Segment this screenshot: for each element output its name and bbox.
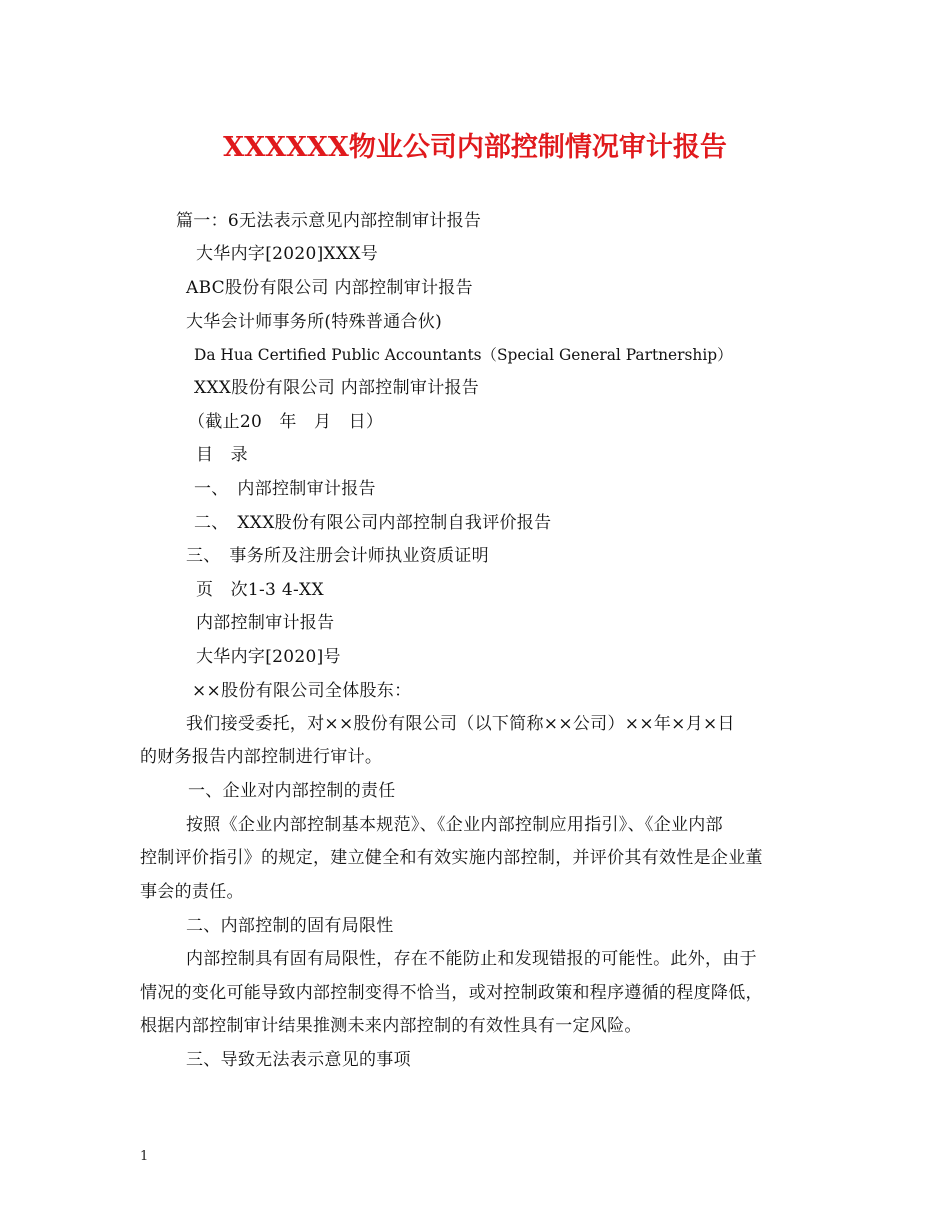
text-line: 大华会计师事务所(特殊普通合伙) — [186, 312, 443, 332]
section-heading: 三、导致无法表示意见的事项 — [186, 1050, 411, 1070]
paragraph-line: 我们接受委托，对××股份有限公司（以下简称××公司）××年×月×日 — [186, 714, 735, 734]
paragraph-line: 事会的责任。 — [140, 882, 244, 902]
paragraph-line: 控制评价指引》的规定，建立健全和有效实施内部控制，并评价其有效性是企业董 — [140, 848, 763, 868]
text-line: 目 录 — [196, 445, 248, 465]
toc-item: 二、 XXX股份有限公司内部控制自我评价报告 — [194, 513, 552, 533]
text-line: 篇一：6无法表示意见内部控制审计报告 — [176, 211, 482, 231]
paragraph-line: 按照《企业内部控制基本规范》、《企业内部控制应用指引》、《企业内部 — [186, 815, 723, 835]
text-line: ABC股份有限公司 内部控制审计报告 — [186, 278, 473, 298]
page-number: 1 — [140, 1149, 149, 1164]
toc-item: 三、 事务所及注册会计师执业资质证明 — [186, 546, 489, 566]
text-line: 大华内字[2020]XXX号 — [196, 244, 379, 264]
section-heading: 二、内部控制的固有局限性 — [186, 916, 394, 936]
toc-item: 一、 内部控制审计报告 — [194, 479, 376, 499]
section-heading: 一、企业对内部控制的责任 — [188, 781, 396, 801]
text-line: XXX股份有限公司 内部控制审计报告 — [194, 378, 480, 398]
text-line: 页 次1-3 4-XX — [196, 580, 324, 600]
text-line: 内部控制审计报告 — [196, 613, 335, 633]
text-line: Da Hua Certified Public Accountants（Special General Partnership） — [194, 346, 733, 364]
paragraph-line: 根据内部控制审计结果推测未来内部控制的有效性具有一定风险。 — [140, 1016, 642, 1036]
paragraph-line: 的财务报告内部控制进行审计。 — [140, 747, 383, 767]
text-line: （截止20 年 月 日） — [188, 412, 384, 432]
document-title: XXXXXX物业公司内部控制情况审计报告 — [223, 132, 727, 163]
text-line: 大华内字[2020]号 — [196, 647, 341, 667]
paragraph-line: 情况的变化可能导致内部控制变得不恰当，或对控制政策和程序遵循的程度降低， — [140, 983, 763, 1003]
text-line: ××股份有限公司全体股东： — [192, 681, 412, 701]
paragraph-line: 内部控制具有固有局限性，存在不能防止和发现错报的可能性。此外，由于 — [186, 949, 757, 969]
